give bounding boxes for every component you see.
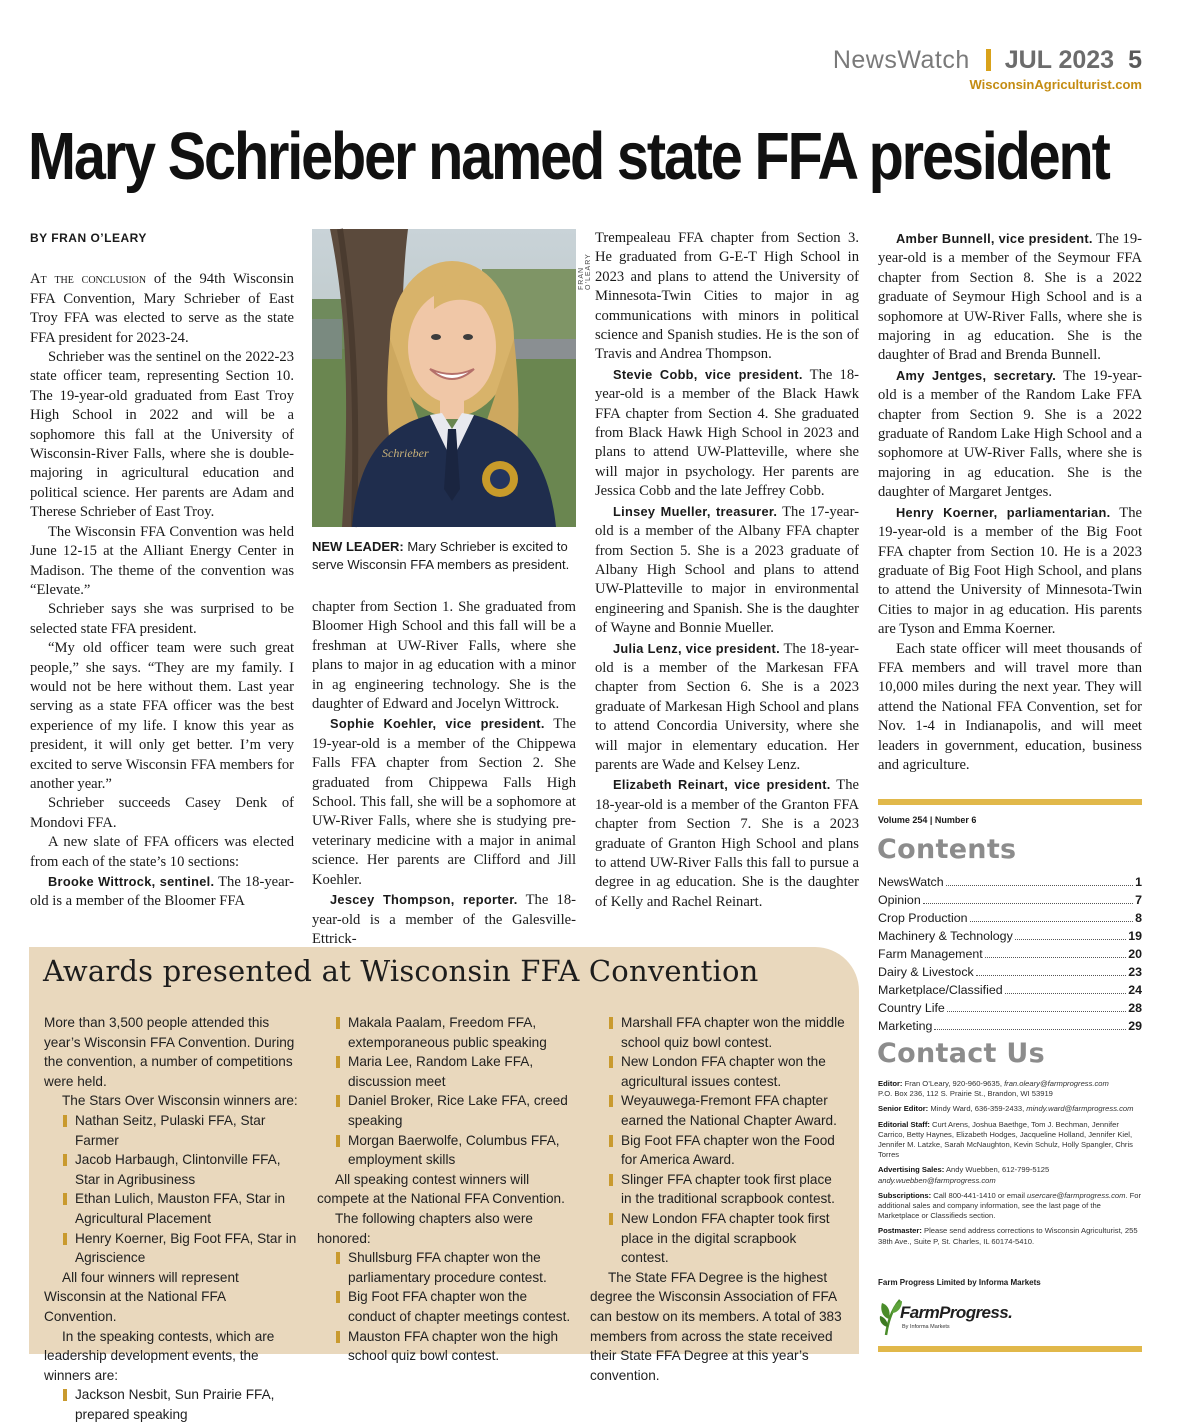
paragraph: Amber Bunnell, vice president. The 19-year-old is a member of the Seymour FFA chapter from Section 8. She is a 2022 graduate of Seymour High School and is a sophomore at UW-River Falls, where she is majoring in ag education. She is the daughter of Brad and Brenda Bunnell. xyxy=(878,231,1142,364)
list-item: Marshall FFA chapter won the middle school quiz bowl contest. xyxy=(590,1013,845,1052)
awards-box xyxy=(29,947,859,1422)
awards-paragraph: The following chapters also were honored: xyxy=(317,1210,533,1246)
article-column-4 xyxy=(878,229,1142,775)
article-column-3 xyxy=(595,229,859,912)
photo-credit: FRAN O’LEARY xyxy=(578,253,592,290)
officer-name: Elizabeth Reinart, vice president. xyxy=(613,777,831,793)
editor-info: Editor: Fran O’Leary, 920-960-9635, fran.oleary@farmprogress.com P.O. Box 236, 112 S. Prairie St., Brandon, WI 53919 xyxy=(878,1079,1109,1099)
editor-email[interactable]: fran.oleary@farmprogress.com xyxy=(1004,1079,1109,1088)
advertising-info: Advertising Sales: Andy Wuebben, 612-799-5125 andy.wuebben@farmprogress.com xyxy=(878,1165,1050,1185)
sidebar-top-rule xyxy=(878,799,1142,805)
officer-name: Jescey Thompson, reporter. xyxy=(330,892,518,908)
page-header xyxy=(833,46,1142,92)
farm-progress-logo[interactable] xyxy=(878,1297,1013,1337)
awards-column-2 xyxy=(317,1013,572,1366)
senior-editor-email[interactable]: mindy.ward@farmprogress.com xyxy=(1026,1104,1134,1114)
toc-item[interactable]: Machinery & Technology 19 xyxy=(878,929,1142,943)
toc-item[interactable]: NewsWatch 1 xyxy=(878,875,1142,889)
paragraph: Linsey Mueller, treasurer. The 17-year-old is a member of the Albany FFA chapter from Section 5. She is a 2023 graduate of Albany High School and plans to attend UW-Platteville to major in environmental engineering and Spanish. She is the daughter of Wayne and Bonnie Mueller. xyxy=(595,503,860,637)
officer-name: Julia Lenz, vice president. xyxy=(613,640,780,656)
headline: Mary Schrieber named state FFA president xyxy=(28,119,1109,194)
paragraph: Schrieber succeeds Casey Denk of Mondovi FFA. xyxy=(30,795,294,831)
list-item: Mauston FFA chapter won the high school quiz bowl contest. xyxy=(317,1327,572,1366)
awards-paragraph: All speaking contest winners will compete at the National FFA Convention. xyxy=(317,1171,565,1207)
list-item: Henry Koerner, Big Foot FFA, Star in Agriscience xyxy=(44,1229,299,1268)
officer-name: Henry Koerner, parliamentarian. xyxy=(896,504,1111,520)
list-item: Maria Lee, Random Lake FFA, discussion meet xyxy=(317,1052,572,1091)
awards-intro: More than 3,500 people attended this year’s Wisconsin FFA Convention. During the convention, a number of competitions were held. xyxy=(44,1015,295,1089)
publisher-line: Farm Progress Limited by Informa Markets xyxy=(878,1278,1041,1287)
subscriptions-email[interactable]: usercare@farmprogress.com xyxy=(1027,1190,1126,1200)
postmaster-info: Postmaster: Please send address corrections to Wisconsin Agriculturist, 255 38th Ave., Suite P, St. Charles, IL 60174-5410. xyxy=(878,1226,1138,1246)
senior-editor-info: Senior Editor: Mindy Ward, 636-359-2433, mindy.ward@farmprogress.com xyxy=(878,1104,1134,1114)
paragraph: The Wisconsin FFA Convention was held June 12-15 at the Alliant Energy Center in Madison. The theme of the convention was “Elevate.” xyxy=(30,523,294,598)
officer-name: Brooke Wittrock, sentinel. xyxy=(48,874,215,889)
logo-tagline: By Informa Markets xyxy=(902,1324,950,1330)
officer-name: Linsey Mueller, treasurer. xyxy=(613,503,778,519)
byline: BY FRAN O’LEARY xyxy=(30,231,147,245)
staff-directory xyxy=(878,1079,1144,1252)
paragraph: Sophie Koehler, vice president. The 19-year-old is a member of the Chippewa Falls FFA chapter from Section 2. She graduated from Chippewa Falls High School. This fall, she will be a sophomore at UW-River Falls, where she is studying pre-veterinary medicine with a major in animal science. Her parents are Clifford and Jill Koehler. xyxy=(312,716,576,888)
list-item: New London FFA chapter took first place in the digital scrapbook contest. xyxy=(590,1209,845,1268)
list-item: Big Foot FFA chapter won the Food for America Award. xyxy=(590,1131,845,1170)
article-column-1 xyxy=(30,229,294,912)
contact-title: Contact Us xyxy=(877,1038,1046,1069)
list-item: Shullsburg FFA chapter won the parliamentary procedure contest. xyxy=(317,1248,572,1287)
logo-wordmark: FarmProgress. xyxy=(900,1303,1013,1322)
paragraph: Amy Jentges, secretary. The 19-year-old is a member of the Random Lake FFA chapter from Section 9. She is a 2022 graduate of Random Lake High School and a sophomore at UW-River Falls, where she is majoring in ag education. She is the daughter of Margaret Jentges. xyxy=(878,367,1142,501)
svg-text:Schrieber: Schrieber xyxy=(382,446,429,460)
toc-item[interactable]: Crop Production 8 xyxy=(878,911,1142,925)
portrait-photo xyxy=(312,229,576,527)
paragraph: chapter from Section 1. She graduated from Bloomer High School and this fall will be a freshman at UW-River Falls, where she plans to major in ag education with a minor in ag engineering technology. She is the daughter of Edward and Jocelyn Wittrock. xyxy=(312,599,576,713)
article-column-2 xyxy=(312,598,576,949)
list-item: Daniel Broker, Rice Lake FFA, creed speaking xyxy=(317,1091,572,1130)
awards-column-3 xyxy=(590,1013,845,1385)
table-of-contents xyxy=(878,873,1142,1035)
awards-title: Awards presented at Wisconsin FFA Convention xyxy=(43,954,759,988)
contents-title: Contents xyxy=(877,834,1017,865)
paragraph: Each state officer will meet thousands of FFA members and will travel more than 10,000 miles during the next year. They will attend the National FFA Convention, set for Nov. 1-4 in Indianapolis, and will meet leaders in government, education, business and agriculture. xyxy=(878,640,1142,773)
list-item: Slinger FFA chapter took first place in the traditional scrapbook contest. xyxy=(590,1170,845,1209)
list-item: Jacob Harbaugh, Clintonville FFA, Star in Agribusiness xyxy=(44,1150,299,1189)
list-item: Ethan Lulich, Mauston FFA, Star in Agricultural Placement xyxy=(44,1189,299,1228)
header-divider xyxy=(986,49,991,71)
list-item: Jackson Nesbit, Sun Prairie FFA, prepared speaking xyxy=(44,1385,299,1424)
paragraph: Schrieber says she was surprised to be selected state FFA president. xyxy=(30,601,294,637)
stars-intro: The Stars Over Wisconsin winners are: xyxy=(62,1093,298,1109)
list-item: Morgan Baerwolfe, Columbus FFA, employment skills xyxy=(317,1131,572,1170)
paragraph: Elizabeth Reinart, vice president. The 18-year-old is a member of the Granton FFA chapter from Section 7. She is a 2023 graduate of Granton High School and plans to attend UW-River Falls this fall to pursue a degree in ag education. She is the daughter of Kelly and Rachel Reinart. xyxy=(595,777,859,910)
site-url[interactable]: WisconsinAgriculturist.com xyxy=(969,77,1142,92)
sidebar-bottom-rule xyxy=(878,1346,1142,1352)
officer-name: Amber Bunnell, vice president. xyxy=(896,231,1093,246)
portrait-illustration xyxy=(312,229,576,527)
awards-paragraph: All four winners will represent Wisconsin at the National FFA Convention. xyxy=(44,1269,239,1324)
editorial-staff-info: Editorial Staff: Curt Arens, Joshua Baethge, Tom J. Bechman, Jennifer Carrico, Betty Haynes, Elizabeth Hodges, Jacqueline Holland, Jennifer Kiel, Jennifer M. Latzke, Sarah McNaughton, Kevin Schulz, Holly Spangler, Chris Torres xyxy=(878,1119,1133,1160)
paragraph: Trempealeau FFA chapter from Section 3. He graduated from G-E-T High School in 2023 and plans to attend the University of Minnesota-Twin Cities to major in ag communications with minors in political science and Spanish studies. He is the son of Travis and Andrea Thompson. xyxy=(595,230,859,363)
paragraph: Jescey Thompson, reporter. The 18-year-old is a member of the Galesville-Ettrick- xyxy=(312,892,576,947)
issue-date: JUL 2023 xyxy=(1004,46,1115,74)
paragraph: “My old officer team were such great people,” she says. “They are my family. I would not be here without them. Last year serving as a state FFA officer was the best experience of my life. I know this year as president, it will only get better. I’m very excited to serve Wisconsin FFA members for another year.” xyxy=(30,640,294,792)
paragraph: A new slate of FFA officers was elected from each of the state’s 10 sections: xyxy=(30,834,294,870)
awards-paragraph: The State FFA Degree is the highest degree the Wisconsin Association of FFA can bestow on its members. A total of 383 members from across the state received their State FFA Degree at this year’s convention. xyxy=(590,1269,842,1383)
officer-name: Amy Jentges, secretary. xyxy=(896,367,1057,383)
paragraph: Stevie Cobb, vice president. The 18-year-old is a member of the Black Hawk FFA chapter from Section 4. She graduated from Black Hawk High School in 2023 and plans to attend UW-Platteville, where she will major in psychology. Her parents are Jessica Cobb and the late Jeffrey Cobb. xyxy=(595,366,859,500)
paragraph: Julia Lenz, vice president. The 18-year-old is a member of the Markesan FFA chapter from Section 6. She is a 2023 graduate of Markesan High School and plans to attend Concordia University, where she will major in elementary education. Her parents are Wade and Kelsey Lenz. xyxy=(595,640,859,773)
toc-item[interactable]: Marketplace/Classified 24 xyxy=(878,983,1142,997)
awards-column-1 xyxy=(44,1013,299,1424)
photo-caption: NEW LEADER: Mary Schrieber is excited to serve Wisconsin FFA members as president. xyxy=(312,539,570,572)
list-item: Makala Paalam, Freedom FFA, extemporaneous public speaking xyxy=(317,1013,572,1052)
toc-item[interactable]: Marketing 29 xyxy=(878,1019,1142,1033)
page-number: 5 xyxy=(1128,46,1142,74)
officer-name: Sophie Koehler, vice president. xyxy=(330,716,545,732)
toc-item[interactable]: Farm Management 20 xyxy=(878,947,1142,961)
list-item: New London FFA chapter won the agricultural issues contest. xyxy=(590,1052,845,1091)
awards-paragraph: In the speaking contests, which are leadership development events, the winners are: xyxy=(44,1328,275,1383)
lead-in: At the conclusion xyxy=(30,271,147,288)
section-name: NewsWatch xyxy=(832,46,970,74)
toc-item[interactable]: Dairy & Livestock 23 xyxy=(878,965,1142,979)
toc-item[interactable]: Opinion 7 xyxy=(878,893,1142,907)
caption-lead: NEW LEADER: xyxy=(312,539,404,554)
officer-name: Stevie Cobb, vice president. xyxy=(613,366,803,382)
advertising-email[interactable]: andy.wuebben@farmprogress.com xyxy=(878,1175,996,1185)
subscriptions-info: Subscriptions: Call 800-441-1410 or email usercare@farmprogress.com. For additional sales and company information, see the last page of the Marketplace or Classifieds section. xyxy=(878,1190,1142,1221)
list-item: Nathan Seitz, Pulaski FFA, Star Farmer xyxy=(44,1111,299,1150)
volume-number: Volume 254 | Number 6 xyxy=(878,815,977,825)
paragraph: At the conclusion of the 94th Wisconsin FFA Convention, Mary Schrieber of East Troy FFA was elected to serve as the state FFA president for 2023-24. xyxy=(30,271,294,346)
paragraph: Schrieber was the sentinel on the 2022-23 state officer team, representing Section 10. The 19-year-old graduated from East Troy High School in 2022 and will be a sophomore this fall at the University of Wisconsin-River Falls, where she is double-majoring in agricultural education and political science. Her parents are Adam and Therese Schrieber of East Troy. xyxy=(30,349,294,521)
paragraph: Brooke Wittrock, sentinel. The 18-year-old is a member of the Bloomer FFA xyxy=(30,874,294,910)
list-item: Weyauwega-Fremont FFA chapter earned the National Chapter Award. xyxy=(590,1091,845,1130)
list-item: Big Foot FFA chapter won the conduct of chapter meetings contest. xyxy=(317,1287,572,1326)
toc-item[interactable]: Country Life 28 xyxy=(878,1001,1142,1015)
paragraph: Henry Koerner, parliamentarian. The 19-year-old is a member of the Big Foot FFA chapter from Section 10. He is a 2023 graduate of Big Foot High School, and plans to attend the University of Minnesota-Twin Cities to major in ag education. His parents are Tyson and Emma Koerner. xyxy=(878,504,1142,638)
